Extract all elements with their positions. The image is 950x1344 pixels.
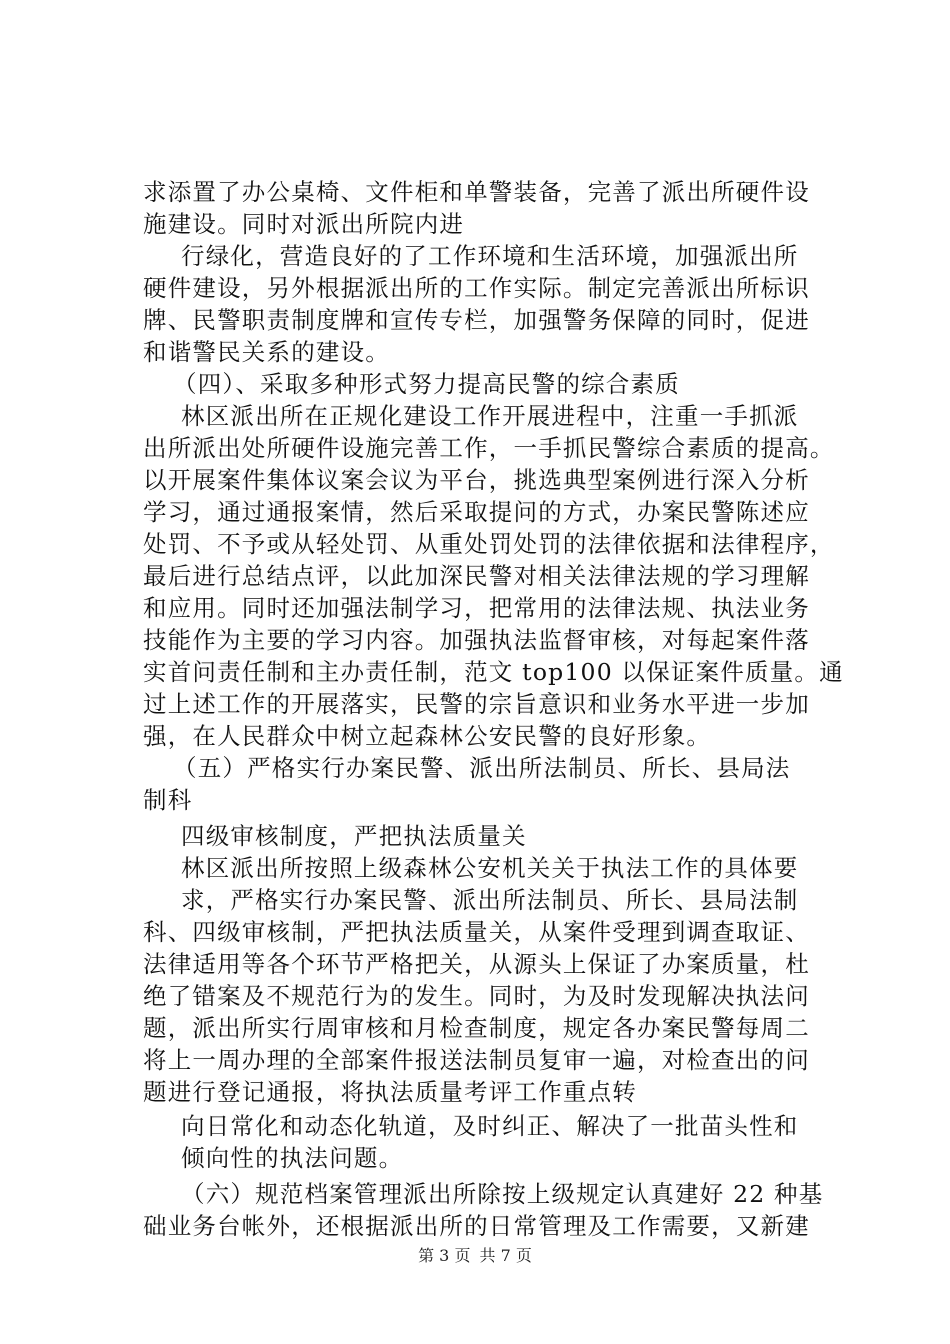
text-line: 过上述工作的开展落实，民警的宗旨意识和业务水平进一步加 (143, 690, 810, 718)
text-line: 实首问责任制和主办责任制，范文 top100 以保证案件质量。通 (143, 658, 844, 686)
text-line: 题，派出所实行周审核和月检查制度，规定各办案民警每周二 (143, 1014, 810, 1042)
page-total: 共 7 页 (479, 1246, 532, 1265)
text-line: 处罚、不予或从轻处罚、从重处罚处罚的法律依据和法律程序， (143, 530, 835, 558)
section-heading: （五）严格实行办案民警、派出所法制员、所长、县局法 (173, 754, 791, 782)
text-line: 学习，通过通报案情，然后采取提问的方式，办案民警陈述应 (143, 498, 810, 526)
text-line: 技能作为主要的学习内容。加强执法监督审核，对每起案件落 (143, 626, 810, 654)
text-line: 将上一周办理的全部案件报送法制员复审一遍，对检查出的问 (143, 1046, 810, 1074)
section-heading: （四）、采取多种形式努力提高民警的综合素质 (173, 370, 680, 398)
text-line: 倾向性的执法问题。 (181, 1144, 404, 1172)
text-line: 硬件建设，另外根据派出所的工作实际。制定完善派出所标识 (143, 274, 810, 302)
page-number: 第 3 页 (418, 1246, 471, 1265)
text-line: 林区派出所在正规化建设工作开展进程中，注重一手抓派 (181, 402, 799, 430)
text-line: 和谐警民关系的建设。 (143, 338, 390, 366)
text-line: 以开展案件集体议案会议为平台，挑选典型案例进行深入分析 (143, 466, 810, 494)
text-line: 题进行登记通报，将执法质量考评工作重点转 (143, 1078, 637, 1106)
text-line: 行绿化，营造良好的了工作环境和生活环境，加强派出所 (181, 242, 799, 270)
text-line: 林区派出所按照上级森林公安机关关于执法工作的具体要 (181, 854, 799, 882)
text-line: 施建设。同时对派出所院内进 (143, 210, 465, 238)
text-line: 法律适用等各个环节严格把关，从源头上保证了办案质量，杜 (143, 950, 810, 978)
text-line: 和应用。同时还加强法制学习，把常用的法律法规、执法业务 (143, 594, 810, 622)
page-footer (0, 1246, 950, 1266)
text-line: 强，在人民群众中树立起森林公安民警的良好形象。 (143, 722, 712, 750)
text-line: 科、四级审核制，严把执法质量关，从案件受理到调查取证、 (143, 918, 810, 946)
text-line: 制科 (143, 786, 193, 814)
text-line: 求添置了办公桌椅、文件柜和单警装备，完善了派出所硬件设 (143, 178, 810, 206)
text-line: 四级审核制度，严把执法质量关 (181, 822, 527, 850)
text-line: 础业务台帐外，还根据派出所的日常管理及工作需要，又新建 (143, 1212, 810, 1240)
text-line: 绝了错案及不规范行为的发生。同时，为及时发现解决执法问 (143, 982, 810, 1010)
text-line: 向日常化和动态化轨道，及时纠正、解决了一批苗头性和 (181, 1112, 799, 1140)
text-line: 牌、民警职责制度牌和宣传专栏，加强警务保障的同时，促进 (143, 306, 810, 334)
text-line: 求，严格实行办案民警、派出所法制员、所长、县局法制 (181, 886, 799, 914)
text-line: 出所派出处所硬件设施完善工作，一手抓民警综合素质的提高。 (143, 434, 835, 462)
section-heading: （六）规范档案管理派出所除按上级规定认真建好 22 种基 (181, 1180, 824, 1208)
text-line: 最后进行总结点评，以此加深民警对相关法律法规的学习理解 (143, 562, 810, 590)
